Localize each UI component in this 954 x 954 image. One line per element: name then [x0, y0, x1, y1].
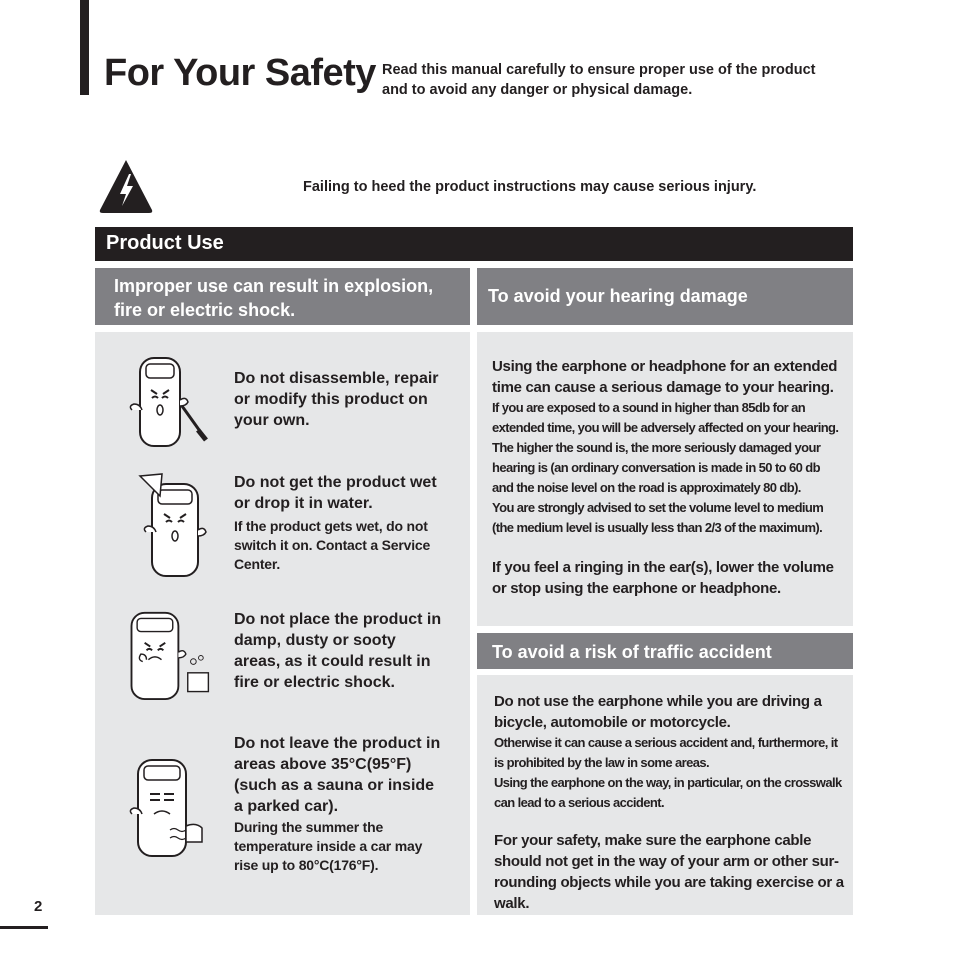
item-title-line: a parked car). — [234, 798, 339, 815]
item-note-line: switch it on. Contact a Service — [234, 537, 431, 553]
item-title-line: Do not get the product wet — [234, 474, 437, 491]
safety-item-water — [234, 472, 466, 574]
item-title-line: your own. — [234, 412, 310, 429]
page-number: 2 — [34, 898, 43, 915]
page-number-rule — [0, 926, 48, 929]
traffic-detail-line: can lead to a serious accident. — [494, 795, 664, 810]
traffic-tail-line: rounding objects while you are taking exercise or a — [494, 874, 844, 891]
hearing-lead-line: time can cause a serious damage to your hearing. — [492, 379, 834, 396]
hearing-lead-line: Using the earphone or headphone for an extended — [492, 358, 838, 375]
page-title: For Your Safety — [104, 52, 376, 94]
item-title-line: fire or electric shock. — [234, 674, 395, 691]
player-screwdriver-icon — [126, 352, 216, 462]
heading-line: Improper use can result in explosion, — [114, 276, 434, 296]
traffic-tail-line: walk. — [494, 895, 530, 912]
subtitle-line: Read this manual carefully to ensure proper use of the product — [382, 62, 816, 78]
hearing-detail-line: (the medium level is usually less than 2/3 of the maximum). — [492, 520, 823, 535]
item-title-line: (such as a sauna or inside — [234, 777, 435, 794]
safety-item-disassemble — [234, 368, 466, 431]
item-title-line: Do not place the product in — [234, 611, 442, 628]
subtitle-line: and to avoid any danger or physical damage. — [382, 82, 693, 98]
item-title-line: Do not disassemble, repair — [234, 370, 439, 387]
item-title-line: or modify this product on — [234, 391, 428, 408]
traffic-content — [494, 691, 850, 914]
traffic-detail-line: is prohibited by the law in some areas. — [494, 755, 709, 770]
lightning-warning-icon — [98, 158, 154, 214]
player-water-glass-icon — [126, 470, 216, 580]
traffic-detail-line: Using the earphone on the way, in particular, on the crosswalk — [494, 775, 842, 790]
item-note-line: rise up to 80°C(176°F). — [234, 857, 379, 873]
item-note-line: Center. — [234, 556, 281, 572]
left-column-heading — [114, 274, 464, 322]
item-title-line: areas above 35°C(95°F) — [234, 756, 412, 773]
hearing-heading: To avoid your hearing damage — [488, 286, 748, 306]
safety-item-heat — [234, 733, 466, 875]
item-title-line: areas, as it could result in — [234, 653, 431, 670]
traffic-tail-line: For your safety, make sure the earphone cable — [494, 832, 812, 849]
hearing-tail-line: If you feel a ringing in the ear(s), lower the volume — [492, 559, 834, 576]
traffic-lead-line: bicycle, automobile or motorcycle. — [494, 714, 731, 731]
heading-line: fire or electric shock. — [114, 300, 296, 320]
item-title-line: Do not leave the product in — [234, 735, 441, 752]
item-title-line: damp, dusty or sooty — [234, 632, 396, 649]
item-note-line: During the summer the — [234, 819, 384, 835]
item-note-line: If the product gets wet, do not — [234, 518, 428, 534]
hearing-tail-line: or stop using the earphone or headphone. — [492, 580, 781, 597]
item-title-line: or drop it in water. — [234, 495, 373, 512]
hearing-detail-line: The higher the sound is, the more seriously damaged your — [492, 440, 821, 455]
traffic-detail-line: Otherwise it can cause a serious accident and, furthermore, it — [494, 735, 838, 750]
hearing-content — [492, 356, 848, 599]
traffic-lead-line: Do not use the earphone while you are driving a — [494, 693, 822, 710]
safety-item-damp — [234, 609, 466, 693]
section-title: Product Use — [106, 232, 224, 254]
hearing-detail-line: hearing is (an ordinary conversation is made in 50 to 60 db — [492, 460, 820, 475]
hearing-detail-line: You are strongly advised to set the volume level to medium — [492, 500, 824, 515]
item-note-line: temperature inside a car may — [234, 838, 423, 854]
warning-text: Failing to heed the product instructions may cause serious injury. — [303, 179, 757, 195]
page-subtitle — [382, 60, 852, 100]
player-dust-icon — [124, 600, 214, 710]
hearing-detail-line: If you are exposed to a sound in higher than 85db for an — [492, 400, 806, 415]
traffic-heading: To avoid a risk of traffic accident — [492, 642, 772, 662]
title-accent-bar — [80, 0, 89, 95]
traffic-tail-line: should not get in the way of your arm or other sur- — [494, 853, 839, 870]
hearing-detail-line: extended time, you will be adversely affected on your hearing. — [492, 420, 839, 435]
hearing-detail-line: and the noise level on the road is approximately 80 db). — [492, 480, 801, 495]
player-heat-icon — [126, 752, 216, 862]
